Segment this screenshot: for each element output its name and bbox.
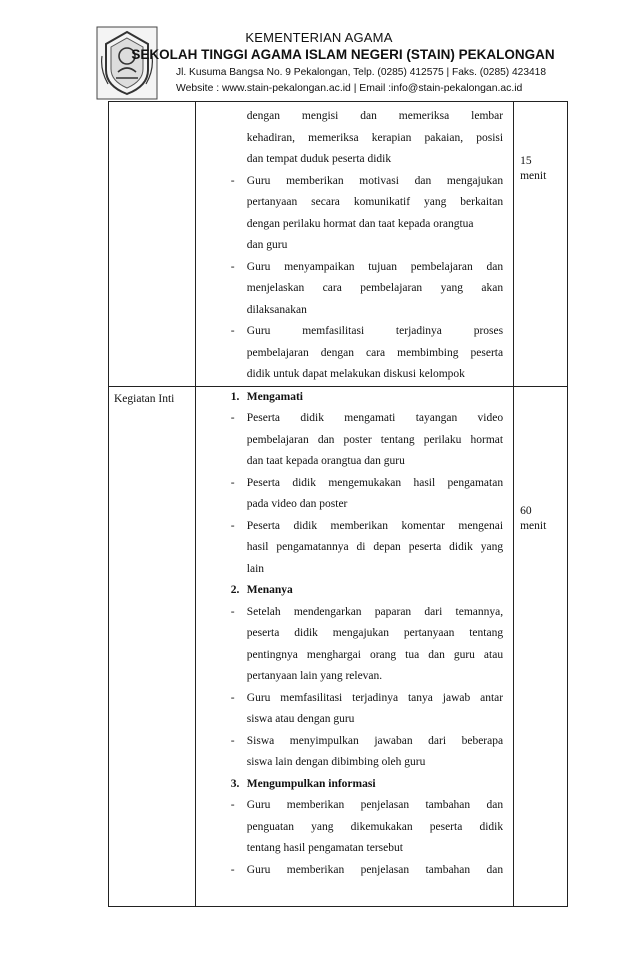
- activity-text: peserta didik mengajukan pertanyaan tentang: [246, 627, 504, 639]
- activity-line: [196, 774, 513, 796]
- step-number: 1.: [230, 390, 240, 403]
- activity-line: [196, 860, 513, 882]
- activity-text: Guru memberikan penjelasan tambahan dan: [246, 799, 504, 811]
- activity-line: [196, 838, 513, 860]
- activity-line: [196, 795, 513, 817]
- activity-line: [196, 602, 513, 624]
- activity-text: Peserta didik memberikan komentar mengenai: [246, 519, 504, 532]
- activity-text: Guru memfasilitasi terjadinya proses: [246, 325, 504, 337]
- dash-bullet: -: [230, 691, 235, 704]
- step-heading: Mengumpulkan informasi: [246, 777, 376, 790]
- duration-value: 15: [520, 155, 532, 167]
- step-heading: Menanya: [246, 584, 293, 596]
- activity-text: dan guru: [246, 239, 288, 251]
- activity-text: menjelaskan cara pembelajaran yang akan: [246, 282, 504, 294]
- activity-label-cell: [109, 102, 196, 387]
- activity-text: pertanyaan secara komunikatif yang berkaitan: [246, 196, 504, 208]
- activity-text: hasil pengamatannya di depan peserta didik yang: [246, 541, 504, 553]
- institution-address: Jl. Kusuma Bangsa No. 9 Pekalongan, Telp. (0285) 412575 | Faks. (0285) 423418: [176, 67, 547, 78]
- activity-text: siswa atau dengan guru: [246, 713, 355, 725]
- activity-line: [196, 451, 513, 473]
- duration-unit: menit: [520, 170, 547, 182]
- institution-name: SEKOLAH TINGGI AGAMA ISLAM NEGERI (STAIN) PEKALONGAN: [131, 47, 555, 62]
- activity-line: [196, 192, 513, 214]
- activity-text: didik untuk dapat melakukan diskusi kelompok: [246, 368, 465, 380]
- activity-text: pembelajaran dan poster tentang perilaku hormat: [246, 433, 504, 446]
- activity-text: pada video dan poster: [246, 498, 348, 510]
- activity-description-cell: [195, 102, 513, 387]
- table-row: [109, 102, 568, 387]
- activity-text: Guru memberikan motivasi dan mengajukan: [246, 174, 504, 187]
- institution-contact: Website : www.stain-pekalongan.ac.id | Email :info@stain-pekalongan.ac.id: [176, 83, 523, 94]
- activity-line: [196, 666, 513, 688]
- activity-text: Guru menyampaikan tujuan pembelajaran dan: [246, 260, 504, 273]
- duration-cell: [514, 386, 568, 906]
- activity-line: [196, 128, 513, 150]
- activity-line: [196, 300, 513, 322]
- activity-line: [196, 235, 513, 257]
- activity-text: pentingnya menghargai orang tua dan guru atau: [246, 648, 504, 661]
- lesson-plan-table: [108, 101, 568, 907]
- ministry-name: KEMENTERIAN AGAMA: [245, 30, 393, 45]
- dash-bullet: -: [230, 412, 235, 424]
- dash-bullet: -: [230, 799, 235, 811]
- activity-line: [196, 343, 513, 365]
- activity-text: kehadiran, memeriksa kerapian pakaian, posisi: [246, 131, 504, 144]
- duration-cell: [514, 102, 568, 387]
- activity-text: dengan perilaku hormat dan taat kepada orangtua: [246, 217, 474, 230]
- activity-line: [196, 408, 513, 430]
- activity-line: [196, 171, 513, 193]
- activity-text: siswa lain dengan dibimbing oleh guru: [246, 756, 426, 768]
- activity-text: pembelajaran dengan cara membimbing peserta: [246, 346, 504, 359]
- activity-text: pertanyaan lain yang relevan.: [246, 670, 383, 682]
- activity-line: [196, 559, 513, 581]
- activity-line: [196, 688, 513, 710]
- step-number: 3.: [230, 777, 240, 790]
- dash-bullet: -: [230, 519, 235, 532]
- activity-line: [196, 537, 513, 559]
- activity-line: [196, 709, 513, 731]
- activity-description-cell: [195, 386, 513, 906]
- dash-bullet: -: [230, 734, 235, 747]
- dash-bullet: -: [230, 476, 235, 489]
- step-heading: Mengamati: [246, 390, 303, 403]
- letterhead: [0, 0, 638, 100]
- dash-bullet: -: [230, 325, 235, 337]
- duration-unit: menit: [520, 519, 547, 532]
- activity-text: Setelah mendengarkan paparan dari temannya,: [246, 605, 504, 618]
- activity-line: [196, 149, 513, 171]
- activity-line: [196, 494, 513, 516]
- table-row: [109, 386, 568, 906]
- activity-line: [196, 580, 513, 602]
- activity-text: dengan mengisi dan memeriksa lembar: [246, 110, 504, 122]
- activity-text: penguatan yang dikemukakan peserta didik: [246, 820, 504, 833]
- activity-text: dan tempat duduk peserta didik: [246, 153, 392, 165]
- duration-value: 60: [520, 504, 532, 517]
- activity-text: tentang hasil pengamatan tersebut: [246, 842, 403, 854]
- activity-text: lain: [246, 562, 265, 575]
- activity-text: Guru memfasilitasi terjadinya tanya jawab antar: [246, 691, 504, 704]
- activity-line: [196, 731, 513, 753]
- activity-line: [196, 387, 513, 409]
- dash-bullet: -: [230, 174, 235, 187]
- activity-line: [196, 106, 513, 128]
- activity-label: Kegiatan Inti: [114, 392, 175, 405]
- activity-label-cell: [109, 386, 196, 906]
- activity-text: dan taat kepada orangtua dan guru: [246, 455, 405, 467]
- duration: [514, 387, 567, 534]
- activity-line: [196, 516, 513, 538]
- activity-text: Siswa menyimpulkan jawaban dari beberapa: [246, 734, 504, 747]
- activity-line: [196, 257, 513, 279]
- activity-line: [196, 364, 513, 386]
- activity-text: dilaksanakan: [246, 303, 307, 316]
- activity-line: [196, 817, 513, 839]
- dash-bullet: -: [230, 863, 235, 876]
- dash-bullet: -: [230, 260, 235, 273]
- activity-line: [196, 278, 513, 300]
- activity-line: [196, 623, 513, 645]
- dash-bullet: -: [230, 605, 235, 618]
- activity-line: [196, 214, 513, 236]
- activity-text: Guru memberikan penjelasan tambahan dan: [246, 863, 504, 876]
- activity-lines: [196, 102, 513, 386]
- activity-line: [196, 645, 513, 667]
- activity-line: [196, 430, 513, 452]
- activity-line: [196, 321, 513, 343]
- activity-lines: [196, 387, 513, 882]
- activity-text: Peserta didik mengamati tayangan video: [246, 412, 504, 424]
- step-number: 2.: [230, 584, 240, 596]
- activity-text: Peserta didik mengemukakan hasil pengamatan: [246, 476, 504, 489]
- duration: [514, 102, 567, 184]
- activity-line: [196, 473, 513, 495]
- activity-label: [109, 102, 195, 108]
- activity-line: [196, 752, 513, 774]
